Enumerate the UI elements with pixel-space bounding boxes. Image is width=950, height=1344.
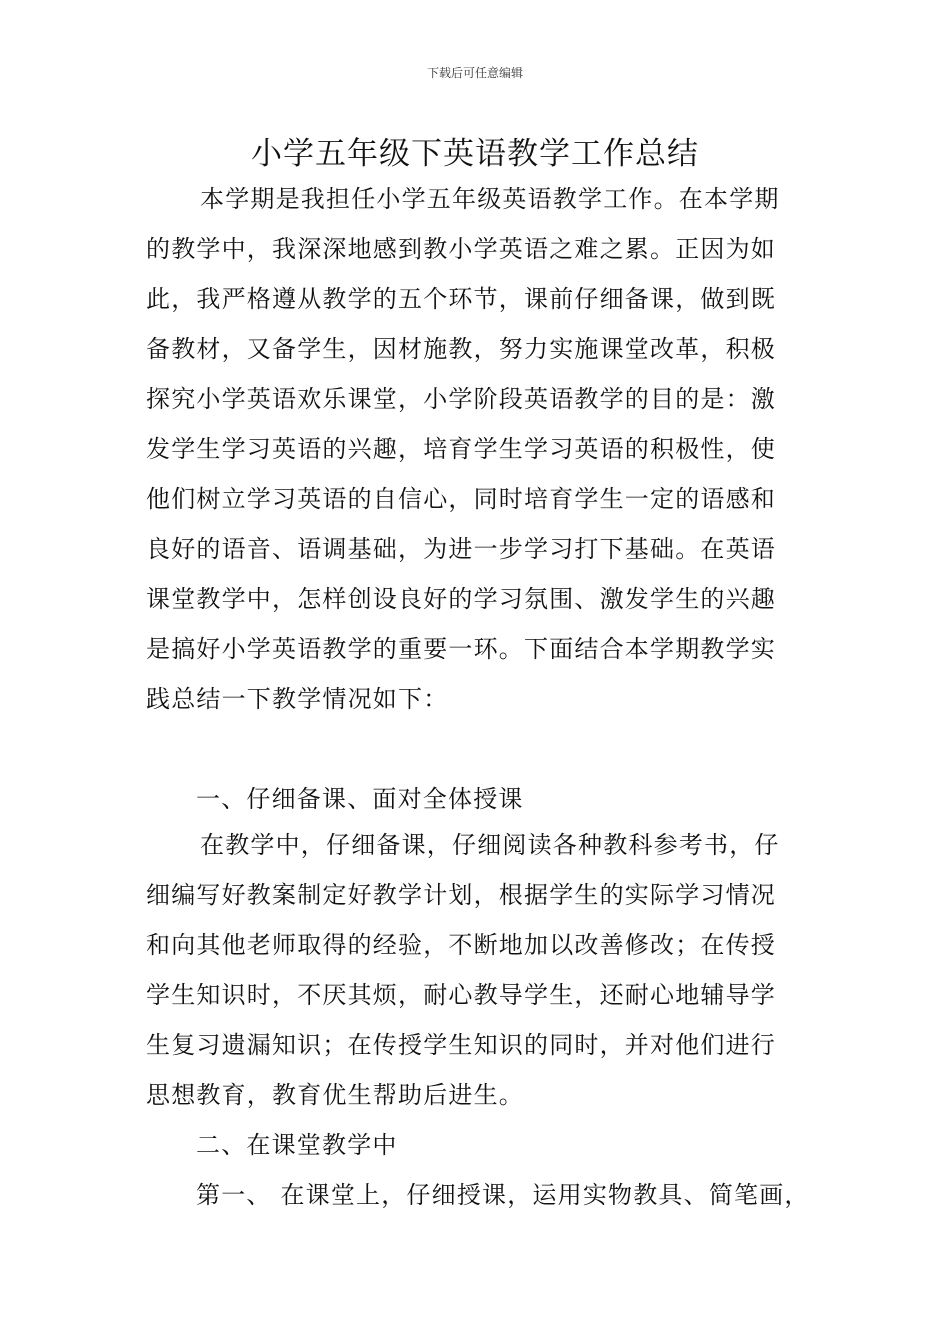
paragraph-line: 探究小学英语欢乐课堂，小学阶段英语教学的目的是：激 [146,385,776,413]
document-title: 小学五年级下英语教学工作总结 [251,136,699,172]
paragraph-line: 思想教育，教育优生帮助后进生。 [146,1081,524,1109]
paragraph-line: 生复习遗漏知识；在传授学生知识的同时，并对他们进行 [146,1031,776,1059]
paragraph-line: 良好的语音、语调基础，为进一步学习打下基础。在英语 [146,535,776,563]
paragraph-line: 在教学中，仔细备课，仔细阅读各种教科参考书，仔 [200,831,780,859]
paragraph-line: 是搞好小学英语教学的重要一环。下面结合本学期教学实 [146,635,776,663]
paragraph-line: 学生知识时，不厌其烦，耐心教导学生，还耐心地辅导学 [146,981,776,1009]
section-heading-2: 二、在课堂教学中 [196,1131,398,1159]
paragraph-line: 践总结一下教学情况如下： [146,685,449,713]
paragraph-line: 发学生学习英语的兴趣，培育学生学习英语的积极性，使 [146,435,776,463]
paragraph-line: 细编写好教案制定好教学计划，根据学生的实际学习情况 [146,881,776,909]
paragraph-line: 课堂教学中，怎样创设良好的学习氛围、激发学生的兴趣 [146,585,776,613]
section-heading-1: 一、仔细备课、面对全体授课 [196,785,524,813]
paragraph-line: 此，我严格遵从教学的五个环节，课前仔细备课，做到既 [146,285,776,313]
paragraph-line: 他们树立学习英语的自信心，同时培育学生一定的语感和 [146,485,776,513]
paragraph-line: 本学期是我担任小学五年级英语教学工作。在本学期 [200,185,780,213]
paragraph-line: 第一、 在课堂上，仔细授课，运用实物教具、简笔画， [196,1181,810,1209]
paragraph-line: 的教学中，我深深地感到教小学英语之难之累。正因为如 [146,235,776,263]
header-note: 下载后可任意编辑 [426,66,523,80]
paragraph-line: 和向其他老师取得的经验，不断地加以改善修改；在传授 [146,931,776,959]
paragraph-line: 备教材，又备学生，因材施教，努力实施课堂改革，积极 [146,335,776,363]
